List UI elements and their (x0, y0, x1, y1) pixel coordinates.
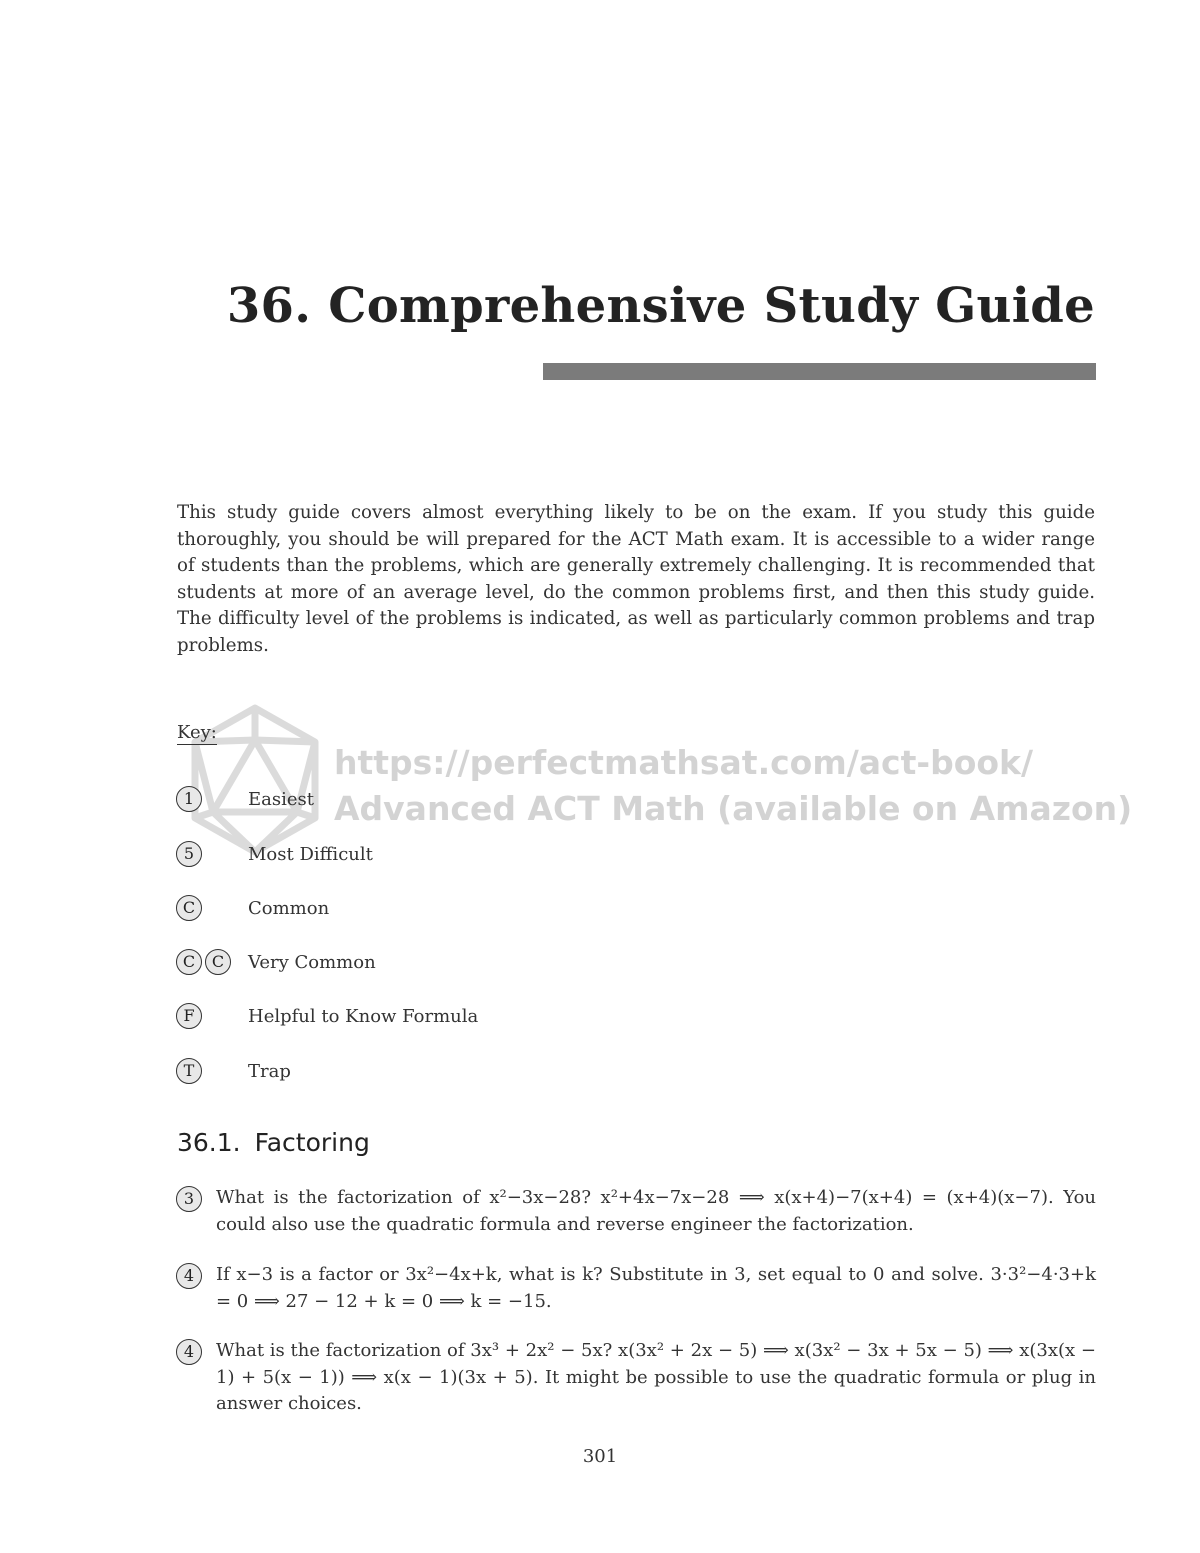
problem-item (176, 1262, 1096, 1315)
key-item-label: Most Difficult (248, 843, 373, 865)
common-badge: C (176, 949, 202, 975)
problem-text: If x−3 is a factor or 3x²−4x+k, what is k? Substitute in 3, set equal to 0 and solve. 3·3²−4·3+k = 0 ⟹ 27 − 12 + k = 0 ⟹ k = −15. (216, 1264, 1096, 1312)
key-item-trap (176, 1056, 291, 1086)
watermark-url: https://perfectmathsat.com/act-book/ (334, 743, 1034, 782)
problem-item (176, 1338, 1096, 1418)
difficulty-badge: 4 (176, 1263, 202, 1289)
watermark-caption: Advanced ACT Math (available on Amazon) (334, 789, 1133, 828)
key-item-label: Trap (248, 1060, 291, 1082)
trap-badge: T (176, 1058, 202, 1084)
page-number: 301 (582, 1446, 618, 1467)
key-item-label: Helpful to Know Formula (248, 1005, 479, 1027)
title-underline-bar (543, 363, 1096, 380)
intro-paragraph: This study guide covers almost everything likely to be on the exam. If you study this guide thoroughly, you should be will prepared for the ACT Math exam. It is accessible to a wider range of students than the problems, which are generally extremely challenging. It is recommended that students at more of an average level, do the common problems first, and then this study guide. The difficulty level of the problems is indicated, as well as particularly common problems and trap problems. (177, 502, 1095, 656)
common-badge: C (176, 895, 202, 921)
chapter-title: 36. Comprehensive Study Guide (226, 278, 1095, 334)
section-heading (177, 1128, 370, 1157)
watermark-text (334, 740, 1132, 832)
key-item-label: Very Common (248, 951, 376, 973)
problem-item (176, 1185, 1096, 1238)
key-item-label: Common (248, 897, 330, 919)
key-item-formula (176, 1001, 478, 1031)
key-item-very-common (176, 947, 376, 977)
key-item-easiest (176, 784, 314, 814)
problem-text: What is the factorization of 3x³ + 2x² − 5x? x(3x² + 2x − 5) ⟹ x(3x² − 3x + 5x − 5) ⟹ x(3x(x − 1) + 5(x − 1)) ⟹ x(x − 1)(3x + 5). It might be possible to use the quadratic formula or plug in answer choices. (216, 1340, 1096, 1414)
difficulty-badge: 1 (176, 786, 202, 812)
key-item-label: Easiest (248, 788, 314, 810)
key-item-most-difficult (176, 839, 373, 869)
key-item-common (176, 893, 329, 923)
problem-text: What is the factorization of x²−3x−28? x²+4x−7x−28 ⟹ x(x+4)−7(x+4) = (x+4)(x−7). You could also use the quadratic formula and reverse engineer the factorization. (216, 1187, 1096, 1235)
difficulty-badge: 5 (176, 841, 202, 867)
difficulty-badge: 4 (176, 1339, 202, 1365)
section-title: Factoring (254, 1128, 370, 1157)
key-label: Key: (177, 722, 217, 743)
formula-badge: F (176, 1003, 202, 1029)
common-badge: C (205, 949, 231, 975)
difficulty-badge: 3 (176, 1186, 202, 1212)
section-number: 36.1. (177, 1128, 241, 1157)
